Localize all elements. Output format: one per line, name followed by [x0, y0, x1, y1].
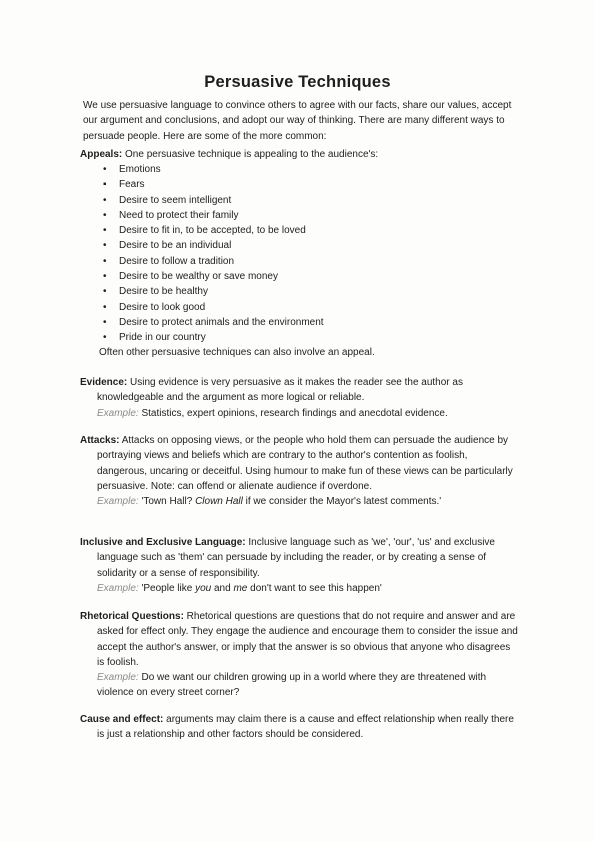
appeals-note: Often other persuasive techniques can also involve an appeal.	[99, 347, 375, 358]
list-item	[103, 177, 403, 192]
appeals-heading: Appeals:	[80, 149, 123, 160]
section-inclusive-language	[80, 535, 520, 596]
bullet-icon: •	[103, 332, 107, 344]
bullet-icon: •	[103, 301, 107, 313]
section-heading: Cause and effect:	[80, 714, 164, 725]
example-text: 'Town Hall?	[138, 496, 196, 508]
section-rhetorical-questions	[80, 609, 520, 701]
list-item-text: Need to protect their family	[119, 209, 239, 221]
bullet-icon: •	[103, 164, 107, 175]
section-cause-and-effect	[80, 712, 520, 743]
bullet-icon: •	[103, 194, 107, 206]
list-item	[103, 238, 403, 253]
bullet-icon: •	[103, 271, 107, 283]
list-item	[103, 315, 403, 330]
section-example	[97, 581, 520, 596]
section-text: Rhetorical questions are questions that do not require and answer and are asked for effect only. They engage the audience and encourage them to consider the issue and accept the author's answer, or imply that the answer is so obvious that anyone who disagrees is foolish.	[97, 611, 518, 668]
appeals-heading-line	[80, 147, 520, 162]
example-text: Statistics, expert opinions, research findings and anecdotal evidence.	[138, 407, 448, 419]
section-body	[80, 609, 520, 670]
list-item-text: Emotions	[119, 164, 161, 175]
list-item-text: Desire to be an individual	[119, 240, 232, 252]
example-italic: Clown Hall	[195, 496, 243, 508]
list-item-text: Desire to protect animals and the environment	[119, 316, 324, 328]
list-item-text: Desire to fit in, to be accepted, to be loved	[119, 225, 306, 237]
list-item	[103, 269, 403, 284]
bullet-icon: •	[103, 255, 107, 267]
list-item	[103, 284, 403, 299]
list-item	[103, 254, 403, 269]
bullet-icon: ▪	[103, 179, 107, 191]
section-heading: Rhetorical Questions:	[80, 611, 184, 622]
section-example	[97, 494, 520, 509]
example-text: if we consider the Mayor's latest comments.'	[242, 496, 442, 508]
section-text: Attacks on opposing views, or the people who hold them can persuade the audience by portraying views and beliefs which are contrary to the author's contention as foolish, dangerous, uncaring or deceitful. Using humour to make fun of these views can be particularly persuasive. Note: can offend or alienate audience if overdone.	[97, 435, 513, 492]
section-body	[80, 535, 520, 581]
bullet-icon: •	[103, 316, 107, 328]
example-italic: me	[233, 582, 248, 594]
example-italic: you	[195, 582, 212, 594]
bullet-icon: •	[103, 225, 107, 237]
list-item	[103, 208, 403, 223]
section-attacks	[80, 433, 520, 509]
section-text: Inclusive language such as 'we', 'our', 'us' and exclusive language such as 'them' can persuade by including the reader, or by creating a sense of solidarity or a sense of responsibility.	[97, 537, 495, 579]
section-example	[97, 670, 520, 701]
example-label: Example:	[97, 407, 139, 419]
list-item-text: Desire to look good	[119, 301, 206, 313]
section-body	[80, 433, 520, 494]
section-text: Using evidence is very persuasive as it makes the reader see the author as knowledgeable and the argument as more logical or reliable.	[97, 377, 463, 404]
list-item	[103, 330, 403, 345]
example-label: Example:	[97, 672, 139, 684]
section-text: arguments may claim there is a cause and effect relationship when really there is just a relationship and other factors should be considered.	[97, 714, 514, 741]
example-text: don't want to see this happen'	[247, 582, 382, 594]
bullet-icon: •	[103, 286, 107, 298]
list-item-text: Desire to be healthy	[119, 286, 208, 298]
bullet-icon: •	[103, 240, 107, 252]
list-item	[103, 300, 403, 315]
example-label: Example:	[97, 582, 139, 594]
list-item-text: Desire to be wealthy or save money	[119, 271, 278, 283]
example-text: and	[211, 582, 234, 594]
section-heading: Evidence:	[80, 377, 128, 388]
example-text: 'People like	[138, 582, 196, 594]
section-evidence	[80, 375, 520, 421]
section-heading: Attacks:	[80, 435, 120, 446]
list-item-text: Desire to follow a tradition	[119, 255, 235, 267]
appeals-text: One persuasive technique is appealing to the audience's:	[122, 149, 379, 160]
appeals-list	[103, 162, 403, 346]
section-body	[80, 712, 520, 743]
list-item	[103, 193, 403, 208]
section-example	[97, 406, 520, 421]
example-label: Example:	[97, 496, 139, 508]
list-item	[103, 223, 403, 238]
section-heading: Inclusive and Exclusive Language:	[80, 537, 246, 548]
page-title: Persuasive Techniques	[204, 73, 391, 91]
list-item-text: Desire to seem intelligent	[119, 194, 232, 206]
example-text: Do we want our children growing up in a world where they are threatened with violence on every street corner?	[97, 672, 487, 699]
intro-paragraph: We use persuasive language to convince others to agree with our facts, share our values, accept our argument and conclusions, and adopt our way of thinking. There are many different ways to persuade people. Here are some of the more common:	[83, 100, 512, 142]
bullet-icon: •	[103, 209, 107, 221]
list-item-text: Pride in our country	[119, 332, 206, 344]
list-item	[103, 162, 403, 177]
list-item-text: Fears	[119, 179, 145, 191]
section-body	[80, 375, 520, 406]
